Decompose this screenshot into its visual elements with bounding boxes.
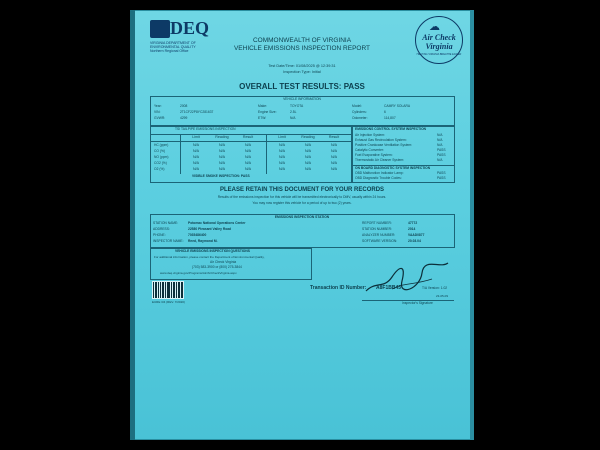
- deq-logo-text: DEQ: [170, 18, 210, 38]
- vehicle-vin-label: VIN:: [154, 110, 161, 114]
- tsi-cell: N/A: [245, 149, 251, 153]
- obd-result-1: PASS: [437, 171, 446, 175]
- questions-title: VEHICLE EMISSIONS INSPECTION QUESTIONS: [175, 249, 250, 253]
- retain-line2: You may now register this vehicle for a period of up to two (2) years.: [252, 201, 352, 205]
- vehicle-gvwr-value: 4299: [180, 116, 188, 120]
- air-check-line1: Air Check: [422, 33, 456, 42]
- tsi-cell: N/A: [331, 155, 337, 159]
- tsi-cell: N/A: [279, 155, 285, 159]
- station-name-value: Potomac National Operations Center: [188, 221, 246, 225]
- tsi-cell: N/A: [245, 155, 251, 159]
- signature-label: Inspector's Signature: [402, 301, 433, 305]
- tsi-cell: N/A: [305, 155, 311, 159]
- barcode-icon: [152, 281, 184, 299]
- vehicle-etw-label: ETW:: [258, 116, 267, 120]
- questions-line2: Air Check Virginia: [210, 260, 237, 264]
- vehicle-model-value: CAMRY SOLARA: [384, 104, 411, 108]
- emission-control-title: EMISSIONS CONTROL SYSTEM INSPECTION: [355, 127, 427, 131]
- tsi-cell: N/A: [279, 149, 285, 153]
- analyzer-number-value: VAAD0877: [408, 233, 425, 237]
- overall-result: OVERALL TEST RESULTS: PASS: [239, 82, 365, 91]
- tsi-col-result-1: Result: [242, 135, 254, 139]
- tsi-cell: N/A: [305, 161, 311, 165]
- tsi-cell: N/A: [279, 161, 285, 165]
- ecs-item-6: Thermostatic Air Cleaner System:: [355, 158, 405, 162]
- vehicle-make-label: Make:: [258, 104, 267, 108]
- inspector-signature: [362, 259, 452, 299]
- tsi-cell: N/A: [279, 167, 285, 171]
- vehicle-etw-value: N/A: [290, 116, 296, 120]
- report-title: VEHICLE EMISSIONS INSPECTION REPORT: [233, 45, 371, 52]
- station-address-value: 22580 Pleasant Valley Road: [188, 227, 232, 231]
- form-number: EURE 3/4 (REV. 7/2020): [152, 300, 185, 304]
- tsi-cell: N/A: [193, 161, 199, 165]
- software-version-value: 20.03.04: [408, 239, 421, 243]
- vehicle-model-label: Model:: [352, 104, 362, 108]
- tsi-col-divider: [180, 134, 181, 174]
- visible-smoke-result: VISIBLE SMOKE INSPECTION: PASS: [192, 174, 250, 178]
- questions-line1: For additional information, please contact the Department of Environmental Quality,: [154, 255, 265, 259]
- tsi-cell: N/A: [219, 143, 225, 147]
- tsi-cell: N/A: [219, 161, 225, 165]
- ta-version: T/A Version: 1.02: [422, 286, 448, 290]
- obd-title: ON BOARD DIAGNOSTIC SYSTEM INSPECTION: [355, 166, 431, 170]
- inspection-type-line: [130, 71, 474, 75]
- questions-website-link[interactable]: www.deq.virginia.gov/Programs/Air/AirCheckVirginia.aspx: [160, 271, 237, 275]
- tsi-cell: N/A: [331, 143, 337, 147]
- tsi-cell: N/A: [193, 143, 199, 147]
- state-title: COMMONWEALTH OF VIRGINIA: [252, 37, 352, 44]
- tsi-row-hc: HC (ppm): [154, 143, 169, 147]
- vehicle-make-value: TOYOTA: [290, 104, 304, 108]
- tsi-cell: N/A: [331, 167, 337, 171]
- station-name-label: STATION NAME:: [153, 221, 179, 225]
- inspector-name-value: Reed, Raymond M.: [188, 239, 218, 243]
- deq-logo-mark-icon: [150, 20, 170, 38]
- tsi-col-limit-2: Limit: [278, 135, 286, 139]
- analyzer-number-label: ANALYZER NUMBER:: [362, 233, 396, 237]
- questions-phone: (703) 583-3900 or (800) 275-3844: [192, 265, 242, 269]
- retain-line1: Results of the emissions inspection for this vehicle will be transmitted electronically to DMV, usually within 24 hours.: [217, 195, 387, 199]
- tsi-cell: N/A: [193, 167, 199, 171]
- tsi-col-reading-2: Reading: [301, 135, 315, 139]
- air-check-line2: Virginia: [425, 42, 453, 51]
- station-number-label: STATION NUMBER:: [362, 227, 392, 231]
- transaction-value: A8F1BB43: [376, 285, 402, 291]
- ecs-item-3: Positive Crankcase Ventilation System:: [355, 143, 413, 147]
- vehicle-vin-value: 2T1CF22P8YC281637: [180, 110, 214, 114]
- tsi-cell: N/A: [245, 161, 251, 165]
- ecs-item-5: Fuel Evaporative System:: [355, 153, 393, 157]
- vehicle-engine-label: Engine Size:: [258, 110, 277, 114]
- deq-agency-line3: Northern Regional Office: [150, 49, 189, 54]
- vehicle-gvwr-label: GVWR:: [154, 116, 166, 120]
- vehicle-year-value: 2008: [180, 104, 188, 108]
- inspection-report-document: [130, 10, 474, 440]
- tsi-title: TSI TAILPIPE EMISSIONS INSPECTION: [175, 127, 236, 131]
- air-check-virginia-seal: [415, 16, 463, 64]
- inspection-type-value: Initial: [311, 70, 321, 74]
- deq-agency-line1: VIRGINIA DEPARTMENT OF: [150, 41, 196, 45]
- vehicle-cylinders-value: 6: [384, 110, 386, 114]
- tsi-cell: N/A: [193, 149, 199, 153]
- cloud-icon: ☁: [429, 21, 440, 33]
- station-phone-value: 7035486400: [188, 233, 207, 237]
- tsi-cell: N/A: [193, 155, 199, 159]
- station-number-value: 2014: [408, 227, 416, 231]
- ecs-result-1: N/A: [437, 133, 443, 137]
- tsi-cell: N/A: [219, 167, 225, 171]
- test-date-line: [130, 65, 474, 69]
- ecs-result-2: N/A: [437, 138, 443, 142]
- tsi-cell: N/A: [305, 149, 311, 153]
- tsi-cell: N/A: [331, 149, 337, 153]
- station-title: EMISSIONS INSPECTION STATION: [274, 215, 330, 219]
- obd-item-1: OBD Malfunction Indicator Lamp:: [355, 171, 404, 175]
- vehicle-info-title: VEHICLE INFORMATION: [283, 97, 321, 101]
- tsi-cell: N/A: [245, 143, 251, 147]
- date-code: 23-05-09: [436, 294, 449, 298]
- transaction-label: Transaction ID Number:: [310, 285, 367, 291]
- retain-title: PLEASE RETAIN THIS DOCUMENT FOR YOUR RECORDS: [219, 187, 385, 193]
- inspection-type-label: Inspection Type:: [283, 70, 311, 74]
- tsi-cell: N/A: [305, 143, 311, 147]
- ecs-result-3: N/A: [437, 143, 443, 147]
- vehicle-engine-value: 2.5L: [290, 110, 297, 114]
- tsi-cell: N/A: [305, 167, 311, 171]
- tsi-cell: N/A: [219, 149, 225, 153]
- tsi-col-limit-1: Limit: [192, 135, 200, 139]
- report-number-label: REPORT NUMBER:: [362, 221, 392, 225]
- ecs-item-1: Air Injection System:: [355, 133, 386, 137]
- software-version-label: SOFTWARE VERSION:: [362, 239, 398, 243]
- obd-item-2: OBD Diagnostic Trouble Codes:: [355, 176, 402, 180]
- tsi-col-reading-1: Reading: [215, 135, 229, 139]
- vehicle-odometer-label: Odometer:: [352, 116, 368, 120]
- station-phone-label: PHONE:: [153, 233, 166, 237]
- tsi-cell: N/A: [245, 167, 251, 171]
- air-check-tagline: HELPING VIRGINIA BREATHE EASIER: [416, 53, 462, 56]
- test-date-value: 01/08/2025 @ 12:39:31: [295, 64, 336, 68]
- ecs-item-4: Catalytic Converter:: [355, 148, 384, 152]
- ecs-result-5: PASS: [437, 153, 446, 157]
- test-date-label: Test Date/Time:: [268, 64, 295, 68]
- tsi-col-divider-mid: [266, 134, 267, 174]
- report-number-value: 47772: [408, 221, 418, 225]
- tsi-cell: N/A: [219, 155, 225, 159]
- tsi-cell: N/A: [279, 143, 285, 147]
- tsi-col-result-2: Result: [328, 135, 340, 139]
- inspector-name-label: INSPECTOR NAME:: [153, 239, 184, 243]
- vehicle-cylinders-label: Cylinders:: [352, 110, 367, 114]
- ecs-result-6: N/A: [437, 158, 443, 162]
- vehicle-year-label: Year:: [154, 104, 162, 108]
- tsi-row-co: CO (%): [154, 149, 165, 153]
- tsi-cell: N/A: [331, 161, 337, 165]
- tsi-row-no: NO (ppm): [154, 155, 169, 159]
- station-address-label: ADDRESS:: [153, 227, 170, 231]
- ecs-result-4: PASS: [437, 148, 446, 152]
- ecs-item-2: Exhaust Gas Recirculation System:: [355, 138, 407, 142]
- deq-agency-line2: ENVIRONMENTAL QUALITY: [150, 45, 196, 50]
- tsi-row-o2: O2 (%): [154, 167, 165, 171]
- tsi-row-co2: CO2 (%): [154, 161, 167, 165]
- vehicle-odometer-value: 114,807: [384, 116, 396, 120]
- obd-result-2: PASS: [437, 176, 446, 180]
